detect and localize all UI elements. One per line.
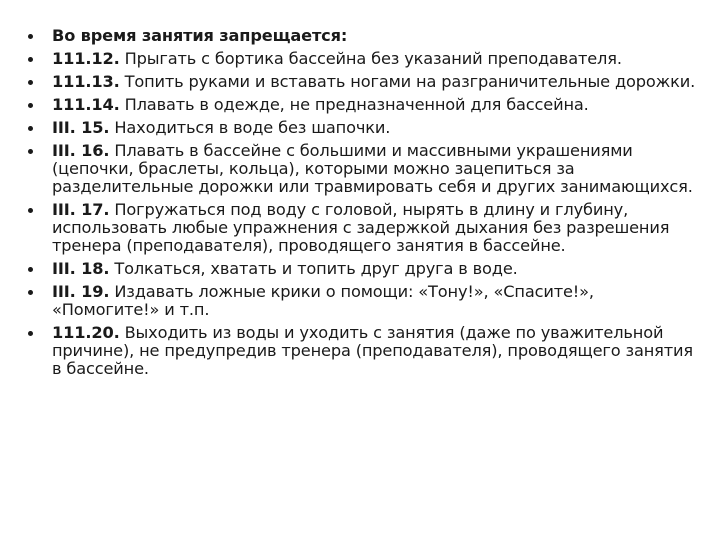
rules-list: [28, 27, 700, 383]
list-item: [28, 324, 700, 378]
bullet-icon: [28, 103, 33, 108]
bullet-icon: [28, 80, 33, 85]
bullet-icon: [28, 208, 33, 213]
rule-text: Топить руками и вставать ногами на разграничительные дорожки.: [124, 72, 696, 91]
list-item: [28, 142, 700, 196]
list-item: [28, 119, 700, 137]
rule-number: III. 16.: [52, 141, 110, 160]
list-item: [28, 260, 700, 278]
rule-number: III. 17.: [52, 200, 110, 219]
rule-number: III. 19.: [52, 282, 110, 301]
bullet-icon: [28, 331, 33, 336]
list-item: [28, 201, 700, 255]
rule-number: 111.14.: [52, 95, 120, 114]
rule-text: Находиться в воде без шапочки.: [114, 118, 391, 137]
rule-text: Толкаться, хватать и топить друг друга в воде.: [114, 259, 518, 278]
rule-number: III. 18.: [52, 259, 110, 278]
bullet-icon: [28, 290, 33, 295]
bullet-icon: [28, 34, 33, 39]
list-item: [28, 96, 700, 114]
rules-heading: Во время занятия запрещается:: [52, 26, 348, 45]
rule-text: Плавать в бассейне с большими и массивными украшениями (цепочки, браслеты, кольца), которыми можно зацепиться за разделительные дорожки или травмировать себя и других занимающихся.: [52, 141, 693, 196]
rule-text: Выходить из воды и уходить с занятия (даже по уважительной причине), не предупредив тренера (преподавателя), проводящего занятия в бассейне.: [52, 323, 694, 378]
list-item: [28, 73, 700, 91]
list-item: [28, 50, 700, 68]
rule-number: III. 15.: [52, 118, 110, 137]
bullet-icon: [28, 126, 33, 131]
bullet-icon: [28, 149, 33, 154]
rule-number: 111.20.: [52, 323, 120, 342]
rule-text: Плавать в одежде, не предназначенной для бассейна.: [124, 95, 589, 114]
bullet-icon: [28, 57, 33, 62]
bullet-icon: [28, 267, 33, 272]
rule-text: Прыгать с бортика бассейна без указаний преподавателя.: [124, 49, 622, 68]
rule-number: 111.13.: [52, 72, 120, 91]
list-item-heading: [28, 27, 700, 45]
rule-text: Погружаться под воду с головой, нырять в длину и глубину, использовать любые упражнения с задержкой дыхания без разрешения тренера (преподавателя), проводящего занятия в бассейне.: [52, 200, 670, 255]
rule-text: Издавать ложные крики о помощи: «Тону!», «Спасите!», «Помогите!» и т.п.: [52, 282, 594, 319]
rule-number: 111.12.: [52, 49, 120, 68]
list-item: [28, 283, 700, 319]
